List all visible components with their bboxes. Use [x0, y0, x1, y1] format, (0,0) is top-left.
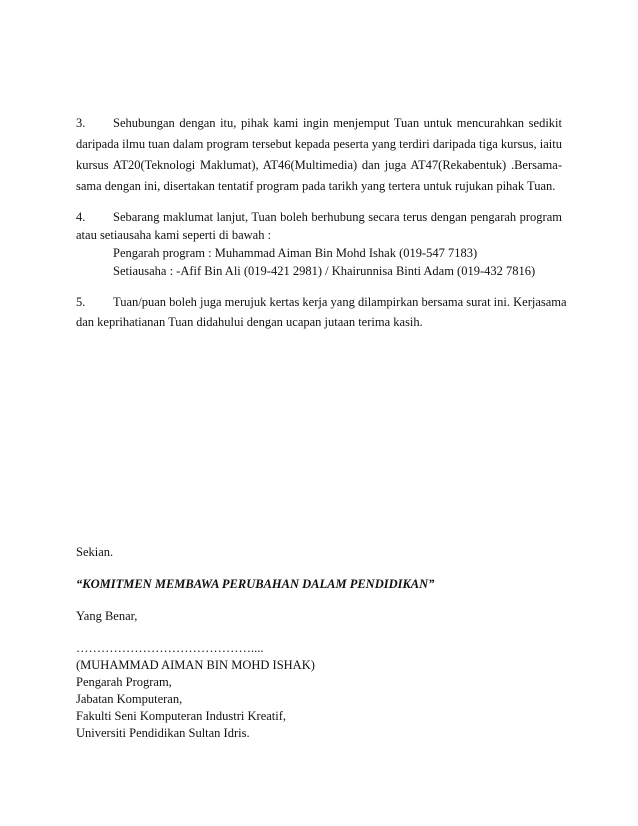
paragraph-5-line-2: dan keprihatianan Tuan didahului dengan ucapan jutaan terima kasih. [76, 315, 423, 329]
signatory-department: Jabatan Komputeran, [76, 692, 183, 706]
paragraph-4-number: 4. [76, 210, 86, 224]
paragraph-3-number: 3. [76, 116, 86, 130]
closing-sekian: Sekian. [76, 545, 114, 559]
closing-motto: “KOMITMEN MEMBAWA PERUBAHAN DALAM PENDIDIKAN” [76, 577, 435, 591]
paragraph-3-text: Sehubungan dengan itu, pihak kami ingin menjemput Tuan untuk mencurahkan sedikit [113, 116, 562, 130]
paragraph-3-line-1 [76, 115, 562, 131]
signatory-position: Pengarah Program, [76, 675, 172, 689]
contact-setiausaha: Setiausaha : -Afif Bin Ali (019-421 2981) / Khairunnisa Binti Adam (019-432 7816) [113, 264, 536, 278]
contact-pengarah: Pengarah program : Muhammad Aiman Bin Mohd Ishak (019-547 7183) [113, 246, 478, 260]
signatory-faculty: Fakulti Seni Komputeran Industri Kreatif, [76, 709, 287, 723]
signatory-university: Universiti Pendidikan Sultan Idris. [76, 726, 250, 740]
signatory-name: (MUHAMMAD AIMAN BIN MOHD ISHAK) [76, 658, 315, 672]
paragraph-5-line-1 [76, 294, 567, 310]
paragraph-4-line-1 [76, 209, 562, 225]
signature-line: …………………………………….... [76, 641, 264, 655]
paragraph-5-text: Tuan/puan boleh juga merujuk kertas kerja yang dilampirkan bersama surat ini. Kerjasama [113, 295, 567, 309]
closing-salutation: Yang Benar, [76, 609, 138, 623]
paragraph-3-line-4: sama dengan ini, disertakan tentatif program pada tarikh yang tertera untuk rujukan pihak Tuan. [76, 179, 556, 193]
paragraph-4-text: Sebarang maklumat lanjut, Tuan boleh berhubung secara terus dengan pengarah program [113, 210, 562, 224]
paragraph-4-line-2: atau setiausaha kami seperti di bawah : [76, 228, 272, 242]
paragraph-3-line-2: daripada ilmu tuan dalam program tersebut kepada peserta yang terdiri daripada tiga kursus, iaitu [76, 137, 562, 151]
paragraph-3-line-3: kursus AT20(Teknologi Maklumat), AT46(Multimedia) dan juga AT47(Rekabentuk) .Bersama- [76, 158, 562, 172]
paragraph-5-number: 5. [76, 295, 86, 309]
